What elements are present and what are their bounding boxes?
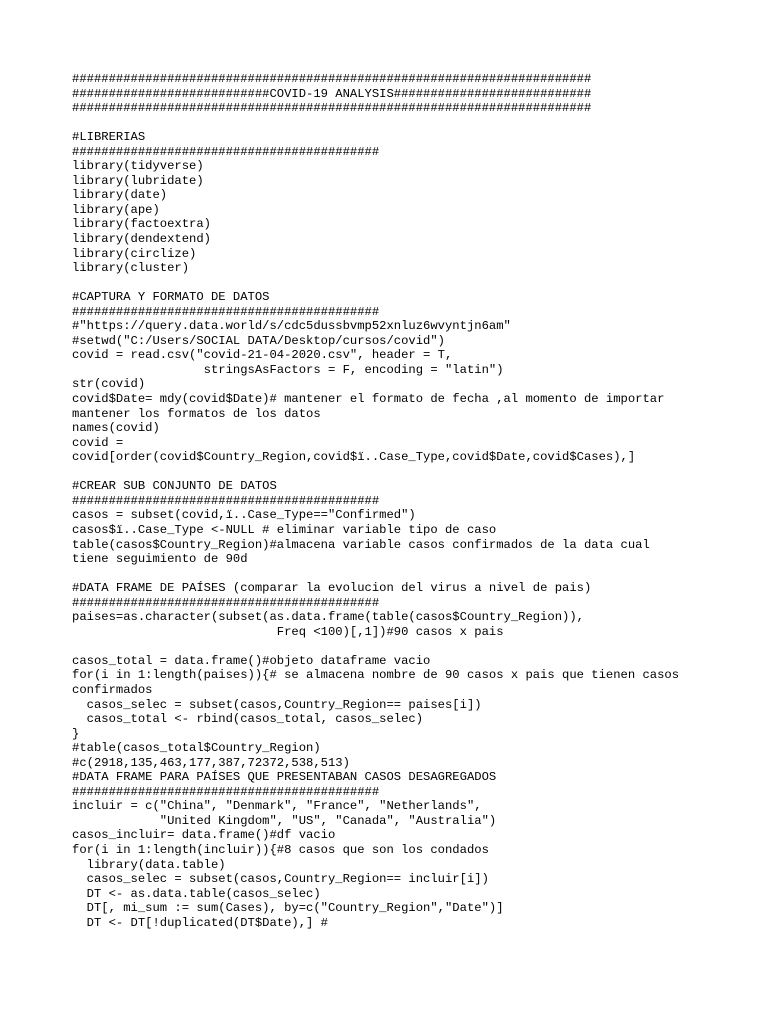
code-line: casos = subset(covid,ï..Case_Type=="Confirmed") — [72, 508, 416, 523]
code-line: casos_selec = subset(casos,Country_Region== incluir[i]) — [72, 872, 489, 887]
code-line — [72, 567, 752, 582]
code-line: table(casos$Country_Region)#almacena variable casos confirmados de la data cual — [72, 537, 650, 552]
code-line: covid$Date= mdy(covid$Date)# mantener el formato de fecha ,al momento de importar — [72, 392, 665, 407]
code-line: casos$ï..Case_Type <-NULL # eliminar variable tipo de caso — [72, 522, 497, 537]
code-line: #DATA FRAME DE PAÍSES (comparar la evolucion del virus a nivel de pais) — [72, 581, 592, 596]
code-line: paises=as.character(subset(as.data.frame(table(casos$Country_Region)), — [72, 610, 584, 625]
code-line: ########################################## — [72, 304, 380, 319]
code-line — [72, 465, 752, 480]
code-line: #LIBRERIAS — [72, 130, 146, 145]
code-line: #table(casos_total$Country_Region) — [72, 741, 321, 756]
code-line: library(lubridate) — [72, 173, 204, 188]
code-line: library(ape) — [72, 202, 160, 217]
code-line: Freq <100)[,1])#90 casos x pais — [72, 624, 504, 639]
code-line: #CAPTURA Y FORMATO DE DATOS — [72, 290, 270, 305]
code-line — [72, 276, 752, 291]
code-line: casos_incluir= data.frame()#df vacio — [72, 828, 336, 843]
code-line: ###########################COVID-19 ANALYSIS########################### — [72, 86, 592, 101]
code-line: casos_selec = subset(casos,Country_Region== paises[i]) — [72, 697, 482, 712]
code-line — [72, 116, 752, 131]
code-line: #CREAR SUB CONJUNTO DE DATOS — [72, 479, 277, 494]
code-line: #c(2918,135,463,177,387,72372,538,513) — [72, 755, 350, 770]
code-line: library(circlize) — [72, 246, 197, 261]
code-line: ########################################## — [72, 784, 380, 799]
code-line: DT <- as.data.table(casos_selec) — [72, 886, 321, 901]
code-line — [72, 639, 752, 654]
code-line: confirmados — [72, 682, 153, 697]
code-line: ####################################################################### — [72, 101, 592, 116]
code-line: DT <- DT[!duplicated(DT$Date),] # — [72, 915, 328, 930]
code-line: library(data.table) — [72, 857, 226, 872]
code-line: library(dendextend) — [72, 232, 211, 247]
code-line: tiene seguimiento de 90d — [72, 552, 248, 567]
code-line: #setwd("C:/Users/SOCIAL DATA/Desktop/cursos/covid") — [72, 333, 445, 348]
code-line: covid = — [72, 435, 124, 450]
code-listing — [72, 72, 752, 930]
code-line: ########################################## — [72, 144, 380, 159]
code-line: DT[, mi_sum := sum(Cases), by=c("Country_Region","Date")] — [72, 901, 504, 916]
code-line: library(tidyverse) — [72, 159, 204, 174]
code-line: #DATA FRAME PARA PAÍSES QUE PRESENTABAN CASOS DESAGREGADOS — [72, 770, 497, 785]
code-line: "United Kingdom", "US", "Canada", "Australia") — [72, 813, 497, 828]
code-line: names(covid) — [72, 421, 160, 436]
code-line: for(i in 1:length(incluir)){#8 casos que son los condados — [72, 842, 489, 857]
code-line: for(i in 1:length(paises)){# se almacena nombre de 90 casos x pais que tienen casos — [72, 668, 680, 683]
code-line: incluir = c("China", "Denmark", "France", "Netherlands", — [72, 799, 482, 814]
code-line: mantener los formatos de los datos — [72, 406, 321, 421]
code-line: casos_total = data.frame()#objeto dataframe vacio — [72, 653, 431, 668]
code-line: ########################################## — [72, 493, 380, 508]
code-line: casos_total <- rbind(casos_total, casos_selec) — [72, 712, 424, 727]
code-line: library(date) — [72, 188, 168, 203]
code-line: stringsAsFactors = F, encoding = "latin") — [72, 362, 504, 377]
code-line: #"https://query.data.world/s/cdc5dussbvmp52xnluz6wvyntjn6am" — [72, 319, 511, 334]
code-line: covid[order(covid$Country_Region,covid$ï..Case_Type,covid$Date,covid$Cases),] — [72, 450, 636, 465]
code-line: covid = read.csv("covid-21-04-2020.csv", header = T, — [72, 348, 453, 363]
code-line: library(factoextra) — [72, 217, 211, 232]
code-line: } — [72, 726, 80, 741]
code-line: str(covid) — [72, 377, 146, 392]
code-line: ####################################################################### — [72, 72, 592, 86]
code-line: library(cluster) — [72, 261, 190, 276]
code-line: ########################################## — [72, 595, 380, 610]
